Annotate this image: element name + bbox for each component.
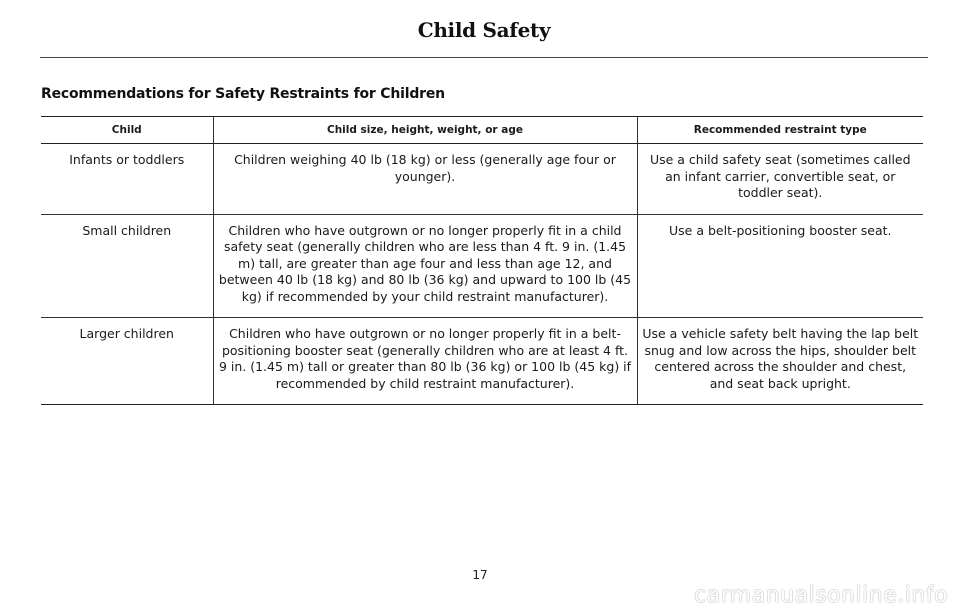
watermark-text: carmanualsonline.info bbox=[694, 583, 948, 608]
cell-restraint: Use a belt-positioning booster seat. bbox=[637, 214, 923, 318]
cell-size: Children who have outgrown or no longer properly fit in a belt-positioning booster seat (generally children who are at least 4 ft. 9 in. (1.45 m) tall or greater than 80 lb (36 kg) or 100 lb (45 kg) if recommended by child restraint manufacturer). bbox=[213, 318, 637, 405]
cell-restraint: Use a child safety seat (sometimes called an infant carrier, convertible seat, or toddler seat). bbox=[637, 144, 923, 215]
page-number: 17 bbox=[472, 568, 488, 582]
column-header-size: Child size, height, weight, or age bbox=[213, 117, 637, 144]
cell-child: Small children bbox=[41, 214, 213, 318]
cell-size: Children weighing 40 lb (18 kg) or less (generally age four or younger). bbox=[213, 144, 637, 215]
column-header-child: Child bbox=[41, 117, 213, 144]
page-title: Child Safety bbox=[417, 18, 551, 42]
table-row bbox=[41, 144, 923, 215]
table-header-row bbox=[41, 117, 923, 144]
table-row bbox=[41, 214, 923, 318]
page-header bbox=[40, 18, 928, 42]
column-header-restraint: Recommended restraint type bbox=[637, 117, 923, 144]
cell-child: Infants or toddlers bbox=[41, 144, 213, 215]
header-divider bbox=[40, 57, 928, 58]
section-heading: Recommendations for Safety Restraints for Children bbox=[41, 86, 445, 102]
table-row bbox=[41, 318, 923, 405]
cell-size: Children who have outgrown or no longer properly fit in a child safety seat (generally children who are less than 4 ft. 9 in. (1.45 m) tall, are greater than age four and less than age 12, and between 40 lb (18 kg) and 80 lb (36 kg) and upward to 100 lb (45 kg) if recommended by your child restraint manufacturer). bbox=[213, 214, 637, 318]
cell-restraint: Use a vehicle safety belt having the lap belt snug and low across the hips, shoulder belt centered across the shoulder and chest, and seat back upright. bbox=[637, 318, 923, 405]
cell-child: Larger children bbox=[41, 318, 213, 405]
restraint-recommendations-table bbox=[41, 116, 923, 405]
